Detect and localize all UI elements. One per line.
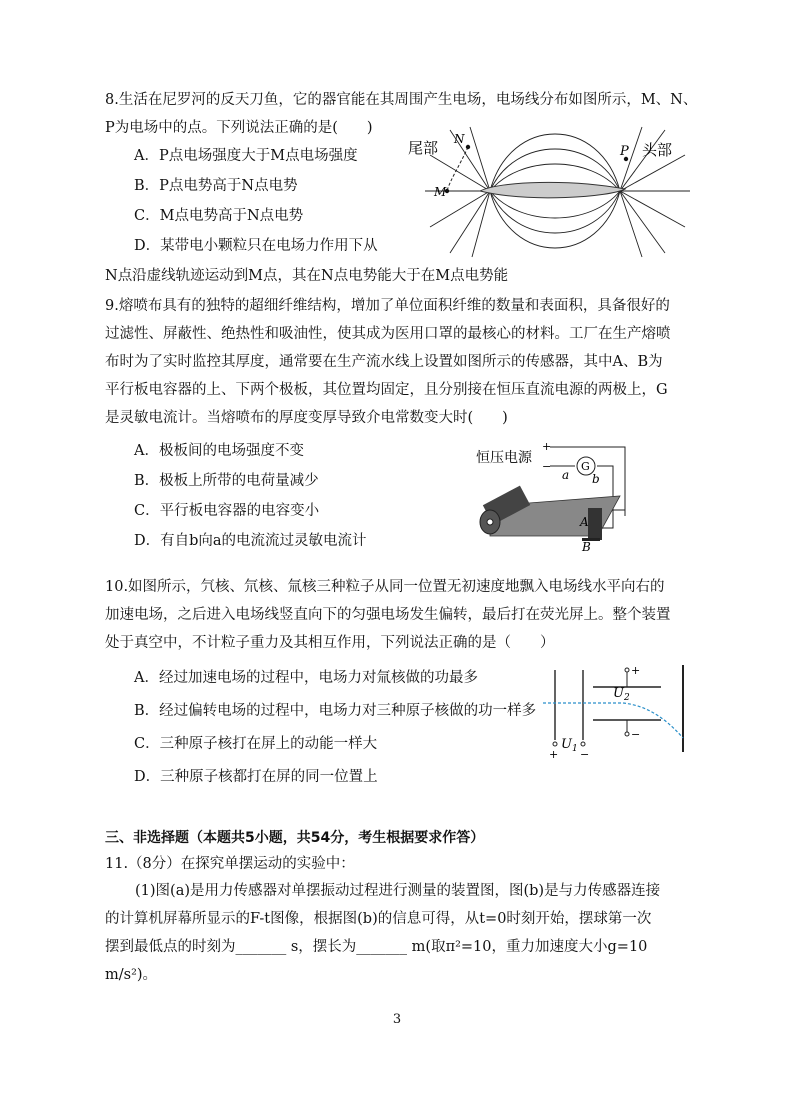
q8-label-n: N bbox=[454, 132, 465, 146]
q11-stem: 11.（8分）在探究单摆运动的实验中： bbox=[105, 856, 355, 872]
q9-plate-a: A bbox=[580, 515, 589, 529]
q9-option-b: B．极板上所带的电荷量减少 bbox=[134, 473, 319, 489]
q9-label-a: a bbox=[562, 468, 570, 482]
q8-fish-field-figure bbox=[408, 125, 695, 260]
q10-stem-line2: 加速电场，之后进入电场线竖直向下的匀强电场发生偏转，最后打在荧光屏上。整个装置 bbox=[105, 607, 671, 623]
q10-plus-top: + bbox=[631, 664, 641, 677]
q10-plus-left: + bbox=[549, 748, 559, 761]
q10-option-b: B．经过偏转电场的过程中，电场力对三种原子核做的功一样多 bbox=[134, 703, 537, 719]
q9-option-c: C．平行板电容器的电容变小 bbox=[134, 503, 320, 519]
q8-label-tail: 尾部 bbox=[408, 139, 439, 157]
q9-stem-line3: 布时为了实时监控其厚度，通常要在生产流水线上设置如图所示的传感器，其中A、B为 bbox=[105, 354, 663, 370]
q10-minus-right: − bbox=[580, 748, 590, 761]
q10-stem-line3: 处于真空中，不计粒子重力及其相互作用，下列说法正确的是（ ） bbox=[105, 635, 555, 651]
q8-stem-line2: P为电场中的点。下列说法正确的是( ) bbox=[105, 120, 373, 136]
q11-part1-line2: 的计算机屏幕所显示的F-t图像，根据图(b)的信息可得，从t=0时刻开始，摆球第一次 bbox=[105, 911, 652, 927]
q9-label-source: 恒压电源 bbox=[476, 450, 532, 466]
q9-stem-line5: 是灵敏电流计。当熔喷布的厚度变厚导致介电常数变大时( ) bbox=[105, 410, 508, 426]
q10-minus-bottom: − bbox=[631, 728, 641, 741]
q9-label-b: b bbox=[592, 472, 600, 486]
q9-stem bbox=[105, 292, 690, 432]
q10-label-u2: $U_2$ bbox=[613, 686, 630, 703]
q8-label-p: P bbox=[620, 144, 629, 159]
q8-option-c: C．M点电势高于N点电势 bbox=[134, 208, 304, 224]
q8-option-a: A．P点电场强度大于M点电场强度 bbox=[134, 148, 358, 164]
q9-sensor-figure bbox=[470, 438, 645, 553]
section3-title: 三、非选择题（本题共5小题，共54分，考生根据要求作答） bbox=[105, 830, 485, 846]
q8-label-head: 头部 bbox=[642, 141, 673, 159]
q11-part1-line3: 摆到最低点的时刻为_______ s，摆长为_______ m(取π²=10，重力加速度大小g=10 bbox=[105, 939, 648, 955]
page-number: 3 bbox=[392, 1012, 402, 1027]
q10-stem bbox=[105, 573, 690, 657]
q11-part1-line4: m/s²)。 bbox=[105, 967, 158, 983]
q8-label-m: M bbox=[434, 185, 447, 199]
q9-label-minus: − bbox=[542, 460, 552, 473]
q9-stem-line1: 9.熔喷布具有的独特的超细纤维结构，增加了单位面积纤维的数量和表面积，具备很好的 bbox=[105, 298, 670, 314]
q10-accelerator-figure bbox=[543, 660, 693, 760]
q10-label-u1: $U_1$ bbox=[561, 737, 578, 754]
q11-part1 bbox=[105, 877, 690, 989]
q10-option-a: A．经过加速电场的过程中，电场力对氚核做的功最多 bbox=[134, 670, 478, 686]
q10-option-d: D．三种原子核都打在屏的同一位置上 bbox=[134, 769, 378, 785]
q9-option-a: A．极板间的电场强度不变 bbox=[134, 443, 304, 459]
q9-label-plus: + bbox=[542, 440, 552, 453]
q9-stem-line2: 过滤性、屏蔽性、绝热性和吸油性，使其成为医用口罩的最核心的材料。工厂在生产熔喷 bbox=[105, 326, 671, 342]
q9-stem-line4: 平行板电容器的上、下两个极板，其位置均固定，且分别接在恒压直流电源的两极上，G bbox=[105, 382, 668, 398]
q10-option-c: C．三种原子核打在屏上的动能一样大 bbox=[134, 736, 378, 752]
q11-part1-line1: (1)图(a)是用力传感器对单摆振动过程进行测量的装置图，图(b)是与力传感器连接 bbox=[135, 883, 661, 899]
q8-option-d: D．某带电小颗粒只在电场力作用下从 bbox=[134, 238, 378, 254]
q8-option-d-cont: N点沿虚线轨迹运动到M点，其在N点电势能大于在M点电势能 bbox=[105, 268, 509, 284]
q10-stem-line1: 10.如图所示，氕核、氘核、氚核三种粒子从同一位置无初速度地飘入电场线水平向右的 bbox=[105, 579, 665, 595]
q9-option-d: D．有自b向a的电流流过灵敏电流计 bbox=[134, 533, 367, 549]
q8-stem-line1: 8.生活在尼罗河的反天刀鱼，它的器官能在其周围产生电场，电场线分布如图所示，M、N、 bbox=[105, 92, 698, 108]
q9-galvanometer-g: G bbox=[581, 460, 590, 473]
q8-option-b: B．P点电势高于N点电势 bbox=[134, 178, 298, 194]
q9-plate-b: B bbox=[582, 540, 591, 554]
